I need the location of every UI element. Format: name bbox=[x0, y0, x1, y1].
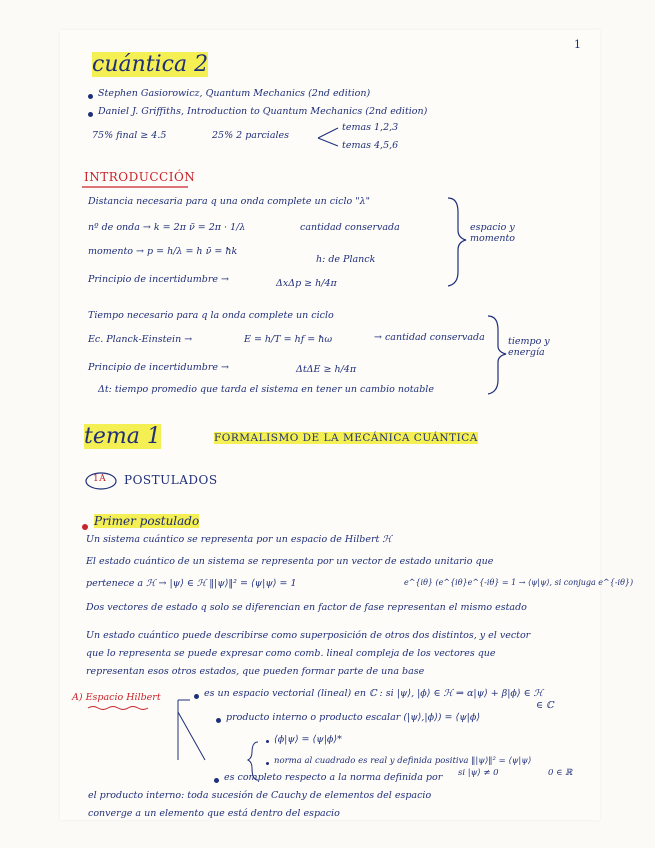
intro-line: Δt: tiempo promedio que tarda el sistema en tener un cambio notable bbox=[98, 384, 434, 395]
intro-line: nº de onda → k = 2π ν̃ = 2π · 1/λ bbox=[88, 222, 246, 233]
grading-partials: 25% 2 parciales bbox=[212, 130, 290, 141]
postulate-text: Un sistema cuántico se representa por un espacio de Hilbert ℋ bbox=[86, 534, 392, 545]
bullet-dot bbox=[266, 762, 269, 765]
bullet-dot bbox=[266, 740, 269, 743]
bullet-dot bbox=[82, 524, 88, 530]
hilbert-property: es un espacio vectorial (lineal) en ℂ : si |ψ⟩, |ϕ⟩ ∈ ℋ ⇒ α|ψ⟩ + β|ϕ⟩ ∈ ℋ bbox=[204, 688, 544, 699]
bullet-dot bbox=[88, 112, 93, 117]
tema-title: FORMALISMO DE LA MECÁNICA CUÁNTICA bbox=[214, 432, 478, 444]
postulate-text: pertenece a ℋ → |ψ⟩ ∈ ℋ ‖|ψ⟩‖² = ⟨ψ|ψ⟩ = 1 bbox=[86, 578, 297, 589]
section-number: 1A bbox=[93, 474, 107, 484]
bullet-dot bbox=[194, 694, 199, 699]
postulate-text: Dos vectores de estado q solo se diferencian en factor de fase representan el mismo estado bbox=[86, 602, 527, 613]
bullet-dot bbox=[214, 778, 219, 783]
page-number: 1 bbox=[574, 38, 581, 51]
intro-note: h: de Planck bbox=[316, 254, 376, 265]
intro-equation: ΔxΔp ≥ h/4π bbox=[276, 278, 337, 289]
intro-note: → cantidad conservada bbox=[374, 332, 485, 343]
bullet-dot bbox=[216, 718, 221, 723]
postulate-note: e^{iθ} (e^{iθ}e^{-iθ} = 1 → ⟨ψ|ψ⟩, si conjuga e^{-iθ}) bbox=[404, 578, 634, 587]
hilbert-label: A) Espacio Hilbert bbox=[72, 692, 161, 703]
grading-final: 75% final ≥ 4.5 bbox=[92, 130, 167, 141]
postulate-text: representan esos otros estados, que pueden formar parte de una base bbox=[86, 666, 425, 677]
bullet-dot bbox=[88, 94, 93, 99]
postulate-heading: Primer postulado bbox=[94, 514, 200, 528]
intro-line: Ec. Planck-Einstein → bbox=[88, 334, 193, 345]
tema-label: tema 1 bbox=[84, 424, 161, 449]
intro-line: Principio de incertidumbre → bbox=[88, 362, 229, 373]
grading-temas-b: temas 4,5,6 bbox=[342, 140, 399, 151]
postulate-text: El estado cuántico de un sistema se representa por un vector de estado unitario que bbox=[86, 556, 494, 567]
brace-label: tiempo y energía bbox=[508, 336, 550, 358]
section-title: POSTULADOS bbox=[124, 473, 218, 487]
intro-line: Principio de incertidumbre → bbox=[88, 274, 229, 285]
hilbert-property: converge a un elemento que está dentro del espacio bbox=[88, 808, 340, 819]
brace-label: espacio y momento bbox=[470, 222, 516, 244]
intro-line: momento → p = h/λ = h ν̃ = ħk bbox=[88, 246, 238, 257]
intro-note: cantidad conservada bbox=[300, 222, 400, 233]
hilbert-property: es completo respecto a la norma definida por bbox=[224, 772, 443, 783]
page-title: cuántica 2 bbox=[92, 52, 209, 77]
hilbert-property: ⟨ϕ|ψ⟩ = ⟨ψ|ϕ⟩* bbox=[274, 734, 342, 745]
reference-1: Stephen Gasiorowicz, Quantum Mechanics (2nd edition) bbox=[98, 88, 371, 99]
intro-heading: INTRODUCCIÓN bbox=[84, 170, 196, 184]
hilbert-property: producto interno o producto escalar (|ψ⟩,|ϕ⟩) = ⟨ψ|ϕ⟩ bbox=[226, 712, 481, 723]
hilbert-note: 0 ∈ ℝ bbox=[548, 768, 573, 778]
intro-equation: ΔtΔE ≥ h/4π bbox=[296, 364, 357, 375]
postulate-text: Un estado cuántico puede describirse como superposición de otros dos distintos, y el vector bbox=[86, 630, 531, 641]
hilbert-note: si |ψ⟩ ≠ 0 bbox=[458, 768, 499, 778]
hilbert-note: ∈ ℂ bbox=[536, 700, 554, 711]
intro-line: Tiempo necesario para q la onda complete un ciclo bbox=[88, 310, 334, 321]
intro-line: Distancia necesaria para q una onda complete un ciclo "λ" bbox=[88, 196, 370, 207]
reference-2: Daniel J. Griffiths, Introduction to Quantum Mechanics (2nd edition) bbox=[98, 106, 428, 117]
grading-temas-a: temas 1,2,3 bbox=[342, 122, 399, 133]
postulate-text: que lo representa se puede expresar como comb. lineal compleja de los vectores que bbox=[86, 648, 496, 659]
hilbert-property: norma al cuadrado es real y definida positiva ‖|ψ⟩‖² = ⟨ψ|ψ⟩ bbox=[274, 756, 532, 766]
hilbert-property: el producto interno: toda sucesión de Cauchy de elementos del espacio bbox=[88, 790, 432, 801]
intro-equation: E = h/T = hf = ħω bbox=[244, 334, 333, 345]
